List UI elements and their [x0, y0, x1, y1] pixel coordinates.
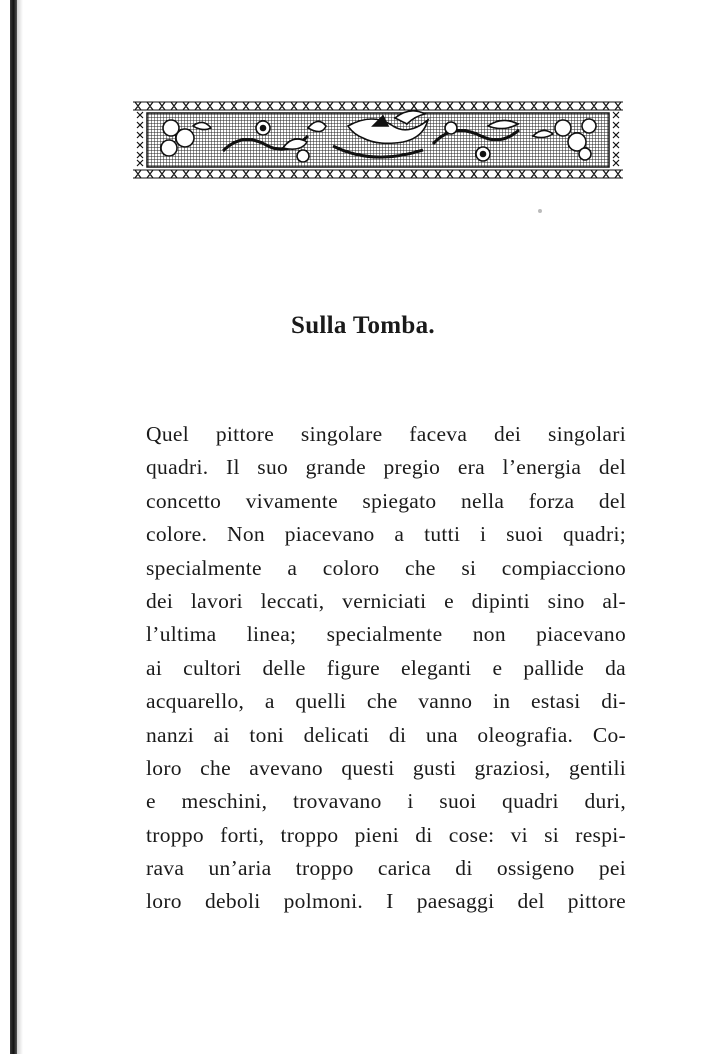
text-line: dei lavori leccati, verniciati e dipinti sino al-: [146, 588, 626, 613]
text-line: loro che avevano questi gusti graziosi, gentili: [146, 755, 626, 780]
text-line: e meschini, trovavano i suoi quadri duri,: [146, 789, 626, 814]
text-line: quadri. Il suo grande pregio era l’energia del: [146, 455, 626, 480]
text-line: Quel pittore singolare faceva dei singolari: [146, 422, 626, 446]
text-line: rava un’aria troppo carica di ossigeno pei: [146, 856, 626, 881]
text-line: troppo forti, troppo pieni di cose: vi si respi-: [146, 822, 626, 847]
text-line: acquarello, a quelli che vanno in estasi di-: [146, 689, 626, 714]
text-line: colore. Non piacevano a tutti i suoi quadri;: [146, 522, 626, 547]
text-line: specialmente a coloro che si compiacciono: [146, 555, 626, 580]
text-line: concetto vivamente spiegato nella forza del: [146, 488, 626, 513]
floral-bird-headpiece-icon: [133, 96, 623, 186]
text-line: loro deboli polmoni. I paesaggi del pittore: [146, 889, 626, 914]
chapter-title: Sulla Tomba.: [291, 312, 435, 339]
text-line: l’ultima linea; specialmente non piacevano: [146, 622, 626, 647]
book-spine-edge: [10, 0, 17, 1054]
paper-speck: [538, 209, 542, 213]
body-paragraph: [146, 418, 626, 919]
text-line: ai cultori delle figure eleganti e pallide da: [146, 655, 626, 680]
spine-shadow: [17, 0, 23, 1054]
text-line: nanzi ai toni delicati di una oleografia. Co-: [146, 722, 626, 747]
